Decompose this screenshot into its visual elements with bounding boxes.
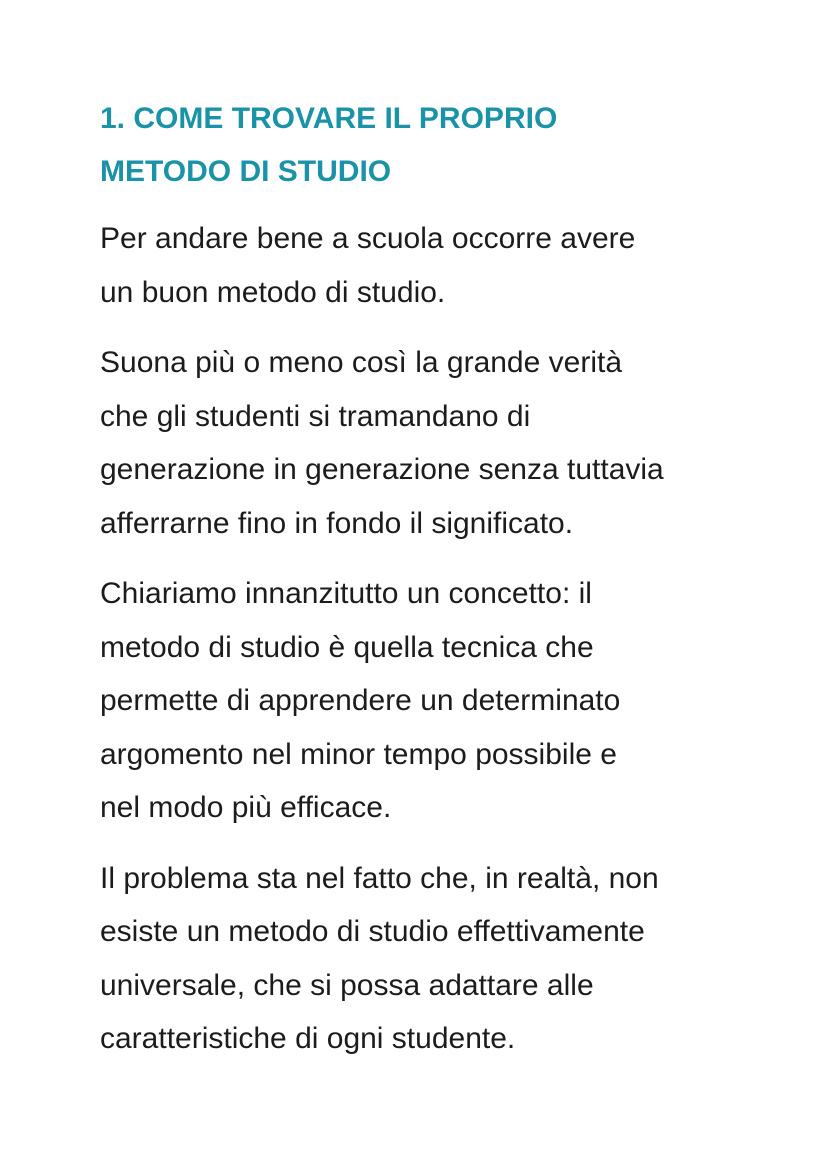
document-page xyxy=(100,92,760,1083)
paragraph-1 xyxy=(100,212,760,319)
text-line: argomento nel minor tempo possibile e xyxy=(100,737,617,771)
text-line: metodo di studio è quella tecnica che xyxy=(100,630,594,664)
paragraph-4 xyxy=(100,852,760,1066)
text-line: Il problema sta nel fatto che, in realtà, non xyxy=(100,861,659,895)
heading-line: 1. COME TROVARE IL PROPRIO xyxy=(100,102,558,135)
heading-line: METODO DI STUDIO xyxy=(100,155,392,188)
section-heading xyxy=(100,92,760,198)
text-line: Chiariamo innanzitutto un concetto: il xyxy=(100,577,592,610)
text-line: permette di apprendere un determinato xyxy=(100,684,621,717)
text-line: Per andare bene a scuola occorre avere xyxy=(100,222,636,255)
text-line: Suona più o meno così la grande verità xyxy=(100,346,622,379)
text-line: nel modo più efficace. xyxy=(100,791,392,824)
text-line: caratteristiche di ogni studente. xyxy=(100,1022,516,1055)
text-line: generazione in generazione senza tuttavia xyxy=(100,453,664,486)
text-line: un buon metodo di studio. xyxy=(100,275,446,309)
paragraph-2 xyxy=(100,336,760,550)
text-line: che gli studenti si tramandano di xyxy=(100,399,531,433)
text-line: esiste un metodo di studio effettivamente xyxy=(100,915,645,948)
text-line: universale, che si possa adattare alle xyxy=(100,968,594,1002)
text-line: afferrarne fino in fondo il significato. xyxy=(100,506,574,540)
paragraph-3 xyxy=(100,567,760,835)
